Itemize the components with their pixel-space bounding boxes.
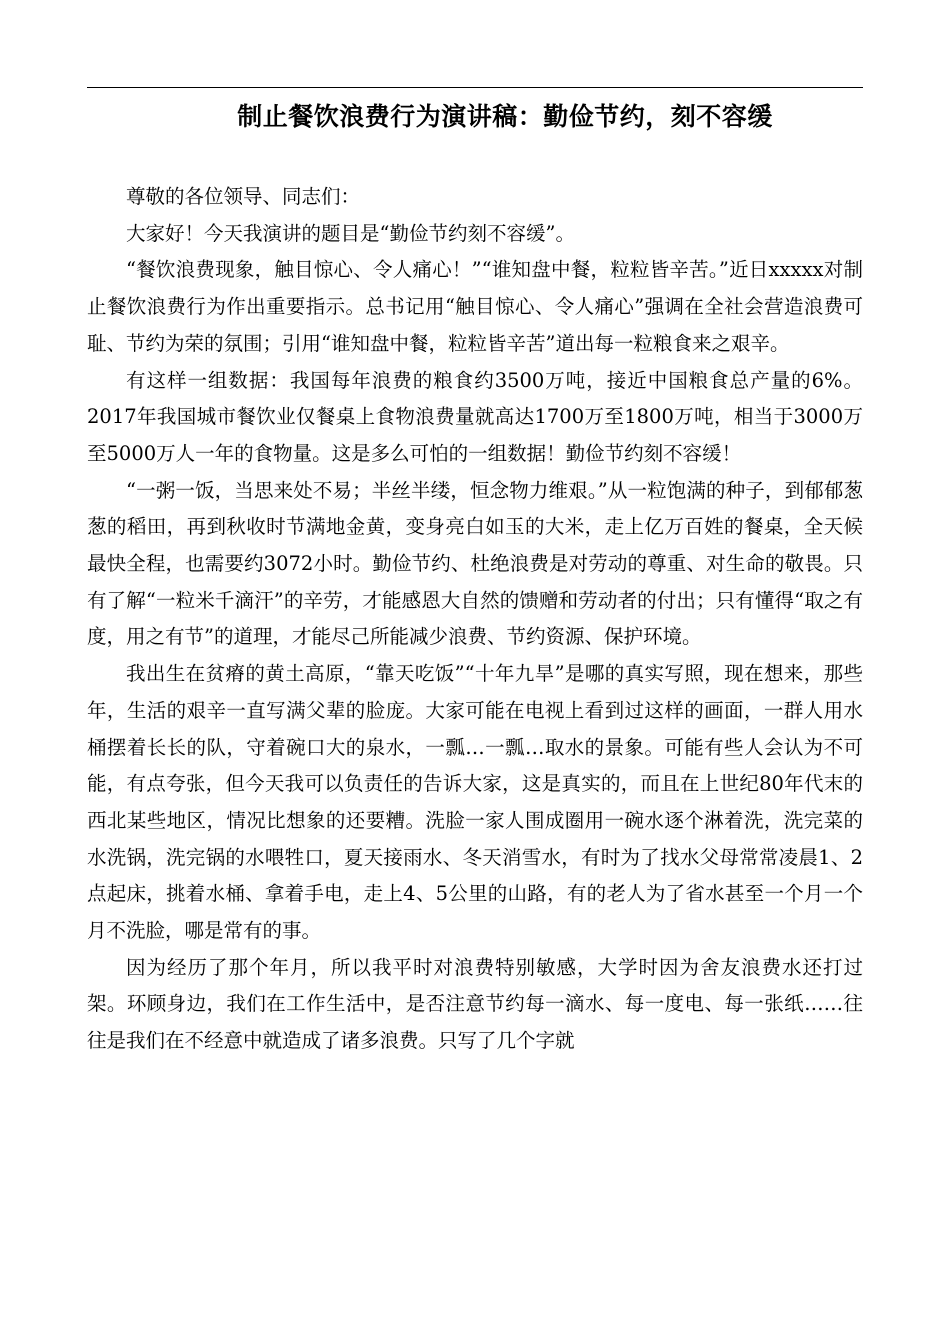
header-rule [87, 87, 863, 88]
salutation: 尊敬的各位领导、同志们： [126, 185, 361, 208]
body-paragraph: 大家好！今天我演讲的题目是“勤俭节约刻不容缓”。 [126, 221, 575, 245]
body-paragraph: 我出生在贫瘠的黄土高原，“靠天吃饭”“十年九旱”是哪的真实写照，现在想来，那些年，生活的艰辛一直写满父辈的脸庞。大家可能在电视上看到过这样的画面，一群人用水桶摆着长长的队，守着碗口大的泉水，一瓢…一瓢…取水的景象。可能有些人会认为不可能，有点夸张，但今天我可以负责任的告诉大家，这是真实的，而且在上世纪80年代末的西北某些地区，情况比想象的还要糟。洗脸一家人围成圈用一碗水逐个淋着洗，洗完菜的水洗锅，洗完锅的水喂牲口，夏天接雨水、冬天消雪水，有时为了找水父母常常凌晨1、2点起床，挑着水桶、拿着手电，走上4、5公里的山路，有的老人为了省水甚至一个月一个月不洗脸，哪是常有的事。 [87, 662, 863, 943]
body-paragraph: 因为经历了那个年月，所以我平时对浪费特别敏感，大学时因为舍友浪费水还打过架。环顾身边，我们在工作生活中，是否注意节约每一滴水、每一度电、每一张纸……往往是我们在不经意中就造成了诸多浪费。只写了几个字就 [87, 955, 863, 1053]
body-paragraph: “一粥一饭，当思来处不易；半丝半缕，恒念物力维艰。”从一粒饱满的种子，到郁郁葱葱的稻田，再到秋收时节满地金黄，变身亮白如玉的大米，走上亿万百姓的餐桌，全天候最快全程，也需要约3072小时。勤俭节约、杜绝浪费是对劳动的尊重、对生命的敬畏。只有了解“一粒米千滴汗”的辛劳，才能感恩大自然的馈赠和劳动者的付出；只有懂得“取之有度，用之有节”的道理，才能尽己所能减少浪费、节约资源、保护环境。 [87, 478, 863, 649]
document-body [87, 179, 863, 1060]
body-paragraph: 有这样一组数据：我国每年浪费的粮食约3500万吨，接近中国粮食总产量的6%。2017年我国城市餐饮业仅餐桌上食物浪费量就高达1700万至1800万吨，相当于3000万至5000万人一年的食物量。这是多么可怕的一组数据！勤俭节约刻不容缓！ [87, 368, 863, 465]
document-title: 制止餐饮浪费行为演讲稿：勤俭节约，刻不容缓 [237, 102, 773, 131]
body-paragraph: “餐饮浪费现象，触目惊心、令人痛心！”“谁知盘中餐，粒粒皆辛苦。”近日xxxxx对制止餐饮浪费行为作出重要指示。总书记用“触目惊心、令人痛心”强调在全社会营造浪费可耻、节约为荣的氛围；引用“谁知盘中餐，粒粒皆辛苦”道出每一粒粮食来之艰辛。 [87, 258, 863, 355]
